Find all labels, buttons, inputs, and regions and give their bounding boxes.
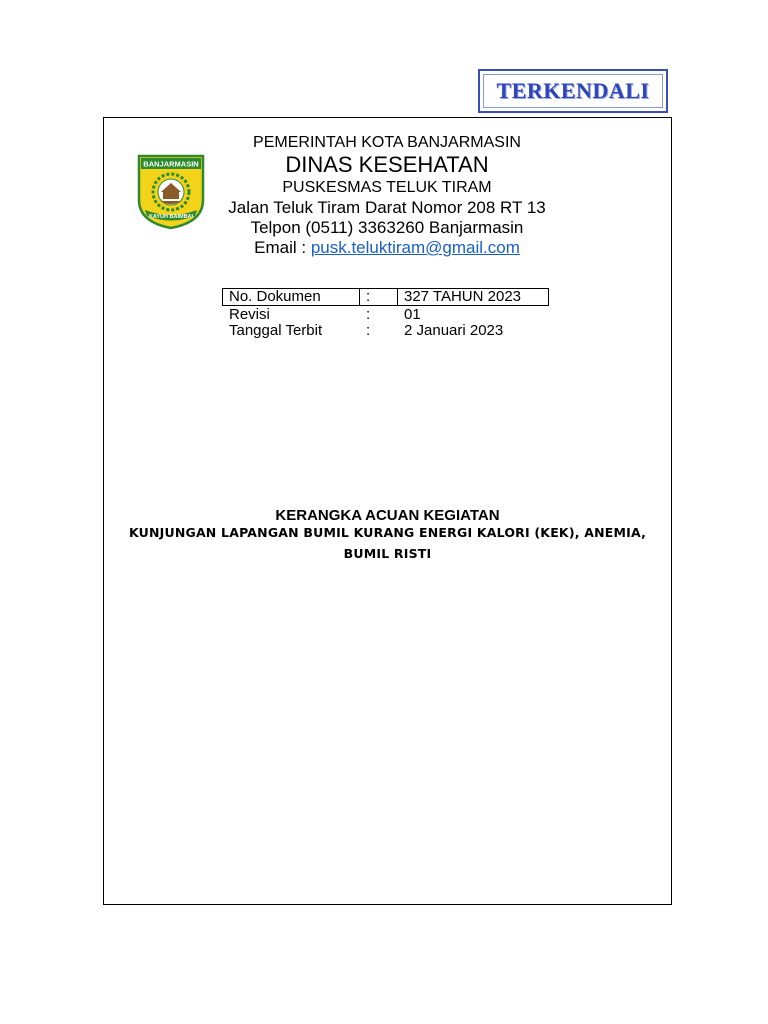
issue-date-value: 2 Januari 2023 <box>404 322 504 339</box>
email-line <box>150 238 624 258</box>
issue-date-label: Tanggal Terbit <box>229 322 323 339</box>
revision-value: 01 <box>404 306 421 323</box>
activity-title-line-1: KUNJUNGAN LAPANGAN BUMIL KURANG ENERGI KALORI (KEK), ANEMIA, <box>128 525 647 540</box>
revision-label: Revisi <box>229 306 270 323</box>
document-title: KERANGKA ACUAN KEGIATAN <box>275 507 500 524</box>
doc-number-sep: : <box>366 288 371 305</box>
emblem-top-text: BANJARMASIN <box>143 159 199 169</box>
phone-line: Telpon (0511) 3363260 Banjarmasin <box>250 218 524 237</box>
email-link[interactable]: pusk.teluktiram@gmail.com <box>310 238 520 257</box>
stamp-label: TERKENDALI <box>496 78 650 103</box>
revision-sep: : <box>366 306 371 323</box>
controlled-stamp <box>478 69 668 113</box>
email-label: Email : <box>254 238 311 257</box>
doc-number-value: 327 TAHUN 2023 <box>404 288 522 305</box>
issue-date-sep: : <box>366 322 371 339</box>
government-name: PEMERINTAH KOTA BANJARMASIN <box>253 134 521 151</box>
doc-box-divider <box>359 289 360 305</box>
department-name: DINAS KESEHATAN <box>285 152 489 177</box>
doc-number-label: No. Dokumen <box>229 288 321 305</box>
activity-title-line-2: BUMIL RISTI <box>343 546 432 561</box>
stamp-inner-border <box>483 74 663 108</box>
health-center-name: PUSKESMAS TELUK TIRAM <box>282 179 492 196</box>
emblem-bottom-text: KAYUH BAIMBAI <box>148 214 194 220</box>
address-line: Jalan Teluk Tiram Darat Nomor 208 RT 13 <box>228 198 546 217</box>
doc-box-divider <box>397 289 398 305</box>
